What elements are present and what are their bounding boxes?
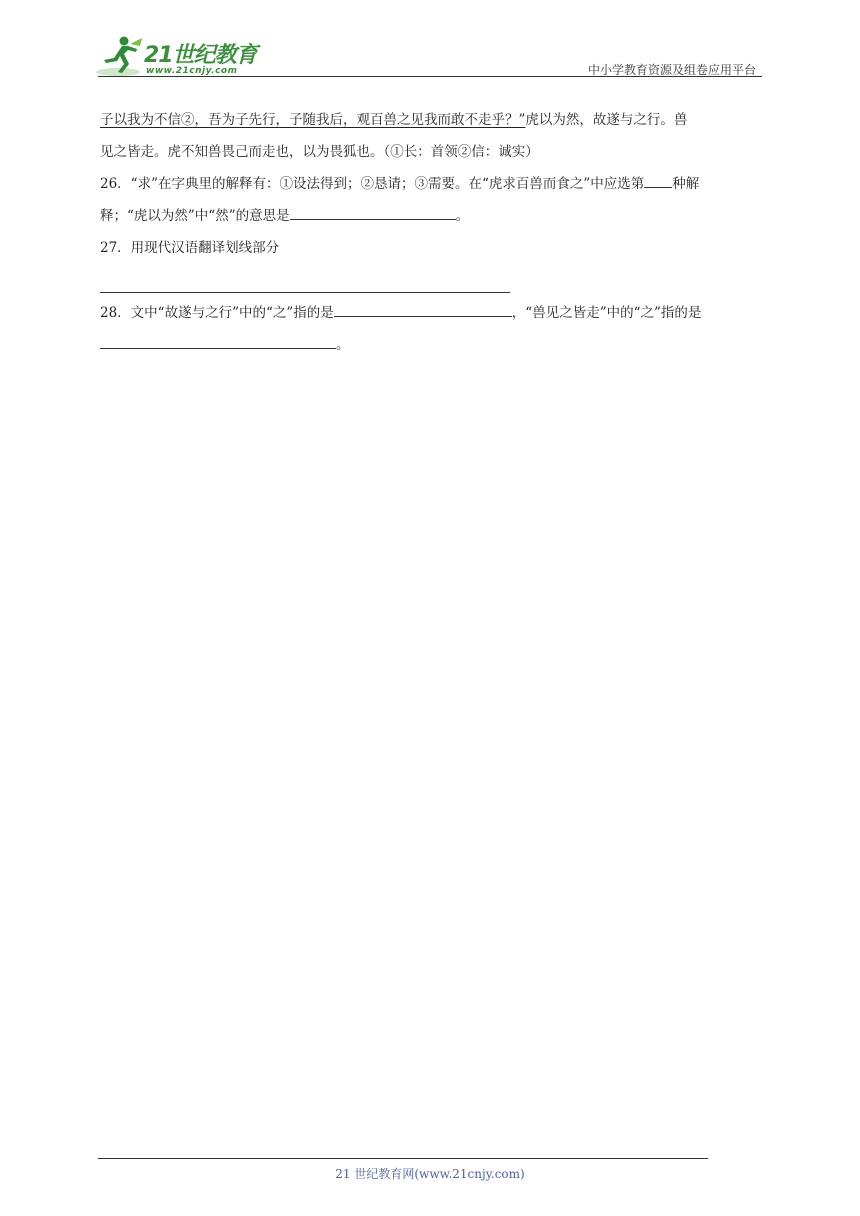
question-26-text-2: 释；“虎以为然”中“然”的意思是 — [100, 208, 290, 224]
question-28-line-2 — [100, 329, 766, 361]
question-26-text: 26．“求”在字典里的解释有：①设法得到；②恳请；③需要。在“虎求百兽而食之”中应选第 — [100, 176, 645, 192]
header-divider — [98, 76, 762, 77]
answer-blank[interactable] — [334, 302, 512, 317]
answer-blank[interactable] — [100, 334, 336, 349]
question-28-text: 28．文中“故遂与之行”中的“之”指的是 — [100, 305, 334, 321]
question-27: 27．用现代汉语翻译划线部分 — [100, 240, 280, 256]
platform-title: 中小学教育资源及组卷应用平台 — [587, 63, 756, 77]
question-26-line-2 — [100, 200, 766, 232]
question-26-text-end: 种解 — [672, 176, 700, 192]
site-logo — [94, 34, 264, 78]
passage-underlined-text: 子以我为不信②，吾为子先行，子随我后，观百兽之见我而敢不走乎？” — [100, 112, 526, 128]
logo-url: www.21cnjy.com — [146, 66, 238, 76]
question-28-text-2: ，“兽见之皆走”中的“之”指的是 — [511, 305, 702, 321]
logo-text: 21世纪教育 — [144, 43, 257, 68]
footer-text: 21 世纪教育网(www.21cnjy.com) — [335, 1167, 525, 1181]
question-26-line-1 — [100, 168, 766, 200]
runner-logo-icon — [94, 34, 146, 78]
question-28-line-1 — [100, 297, 766, 329]
passage-line-1 — [100, 104, 766, 136]
footer-divider — [98, 1158, 708, 1159]
question-26-period: 。 — [455, 208, 470, 224]
document-body — [100, 104, 766, 361]
passage-line-2: 见之皆走。虎不知兽畏己而走也，以为畏狐也。（①长：首领②信：诚实） — [100, 144, 539, 160]
answer-line[interactable] — [100, 292, 510, 293]
answer-blank[interactable] — [644, 173, 672, 188]
passage-text: 虎以为然，故遂与之行。兽 — [525, 112, 688, 128]
question-28-period: 。 — [336, 337, 350, 353]
answer-blank[interactable] — [290, 205, 456, 220]
